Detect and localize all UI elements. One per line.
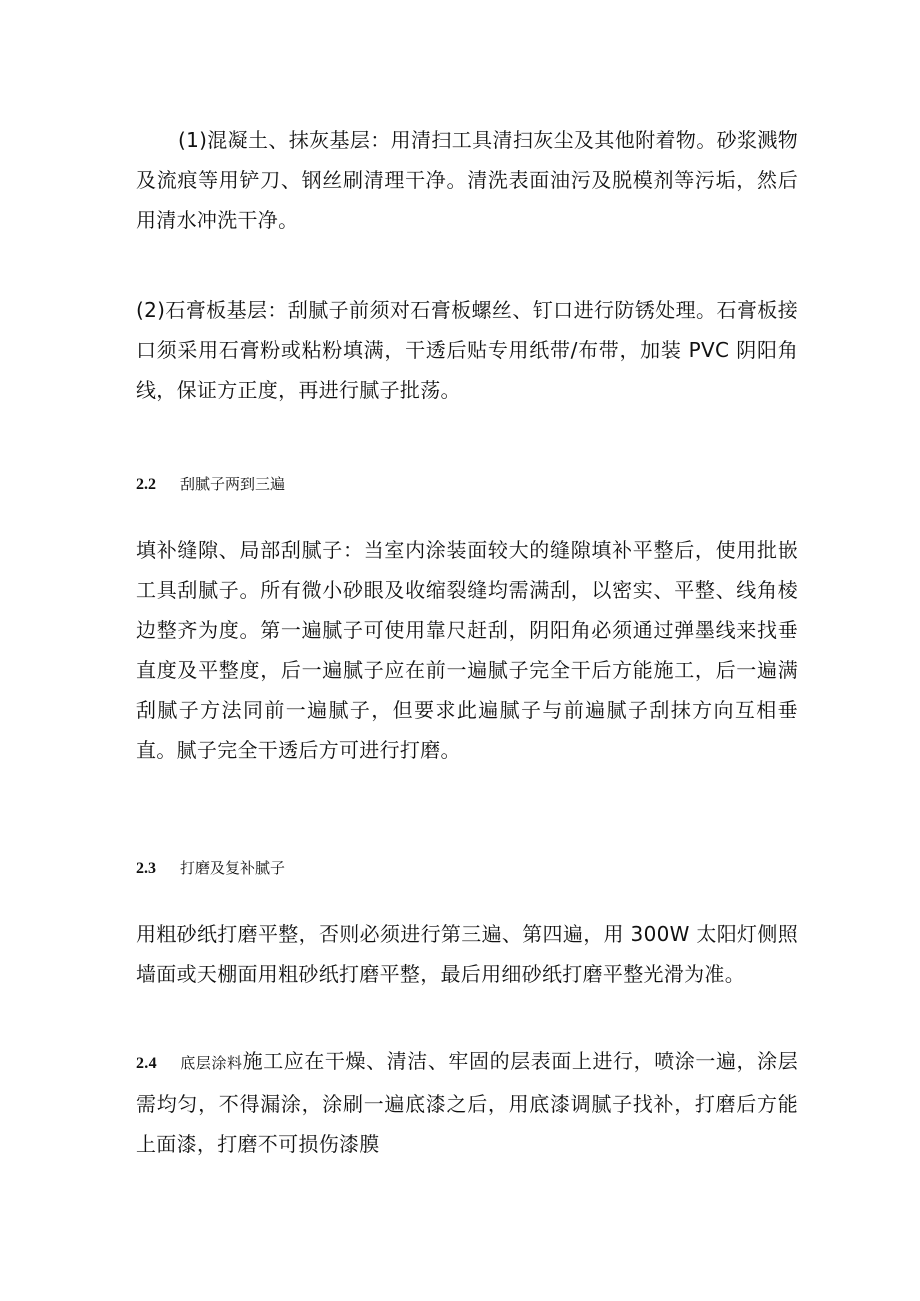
section-title: 打磨及复补腻子 [180, 859, 286, 877]
section-heading-2-3 [136, 858, 285, 879]
section-heading-2-2 [136, 474, 285, 495]
paragraph-putty-filling: 填补缝隙、局部刮腻子：当室内涂装面较大的缝隙填补平整后，使用批嵌工具刮腻子。所有微小砂眼及收缩裂缝均需满刮，以密实、平整、线角棱边整齐为度。第一遍腻子可使用靠尺赶刮，阴阳角必须通过弹墨线来找垂直度及平整度，后一遍腻子应在前一遍腻子完全干后方能施工，后一遍满刮腻子方法同前一遍腻子，但要求此遍腻子与前遍腻子刮抹方向互相垂直。腻子完全干透后方可进行打磨。 [136, 538, 798, 762]
paragraph-sanding: 用粗砂纸打磨平整，否则必须进行第三遍、第四遍，用 300W 太阳灯侧照墙面或天棚面用粗砂纸打磨平整，最后用细砂纸打磨平整光滑为准。 [136, 922, 798, 986]
section-title: 刮腻子两到三遍 [180, 475, 286, 493]
section-number: 2.3 [136, 860, 156, 877]
section-heading-2-4 [136, 1053, 243, 1072]
paragraph-primer [136, 1041, 798, 1164]
paragraph-concrete-base: (1)混凝土、抹灰基层：用清扫工具清扫灰尘及其他附着物。砂浆溅物及流痕等用铲刀、钢丝刷清理干净。清洗表面油污及脱模剂等污垢，然后用清水冲洗干净。 [136, 128, 798, 232]
paragraph-gypsum-base: (2)石膏板基层：刮腻子前须对石膏板螺丝、钉口进行防锈处理。石膏板接口须采用石膏粉或粘粉填满，干透后贴专用纸带/布带，加装 PVC 阴阳角线，保证方正度，再进行腻子批荡。 [136, 298, 798, 402]
section-number: 2.4 [136, 1055, 157, 1072]
section-number: 2.2 [136, 476, 156, 493]
primer-text: 施工应在干燥、清洁、牢固的层表面上进行，喷涂一遍，涂层需均匀，不得漏涂，涂刷一遍底漆之后，用底漆调腻子找补，打磨后方能上面漆，打磨不可损伤漆膜 [136, 1049, 798, 1156]
section-title: 底层涂料 [180, 1054, 243, 1072]
